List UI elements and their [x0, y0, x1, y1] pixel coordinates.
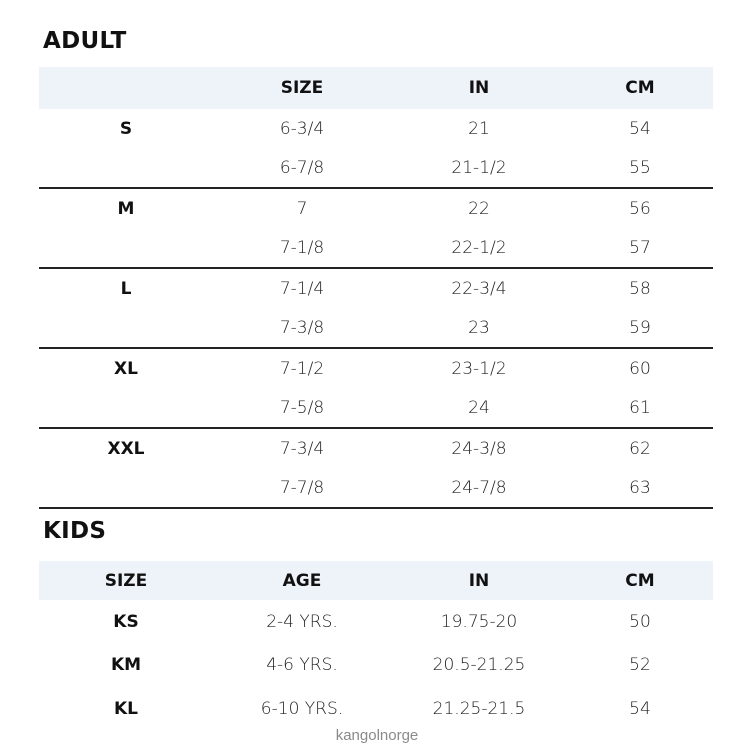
table-row	[39, 388, 713, 427]
table-cell: 23-1/2	[451, 358, 507, 379]
size-group	[39, 109, 713, 189]
size-group	[39, 429, 713, 509]
table-row	[39, 308, 713, 347]
table-cell: 4-6 YRS.	[266, 655, 338, 676]
table-cell: 23	[468, 317, 490, 338]
table-cell: 7-1/4	[279, 278, 325, 299]
header-cell: IN	[468, 78, 490, 98]
size-label: KS	[113, 611, 139, 632]
header-cell: CM	[625, 570, 655, 591]
table-row	[39, 189, 713, 228]
table-cell: 58	[629, 278, 651, 299]
size-group	[39, 269, 713, 349]
table-cell: 56	[629, 198, 651, 219]
table-row	[39, 468, 713, 507]
size-label: XL	[114, 358, 138, 379]
table-cell: 55	[629, 157, 651, 178]
header-cell: AGE	[282, 570, 322, 591]
size-label: L	[120, 278, 132, 299]
size-label: KL	[113, 698, 138, 719]
table-cell: 20.5-21.25	[432, 655, 526, 676]
table-row	[39, 109, 713, 148]
size-group	[39, 349, 713, 429]
table-cell: 7-1/2	[279, 358, 325, 379]
size-label: S	[119, 118, 133, 139]
table-row	[39, 687, 713, 731]
table-cell: 7	[296, 198, 308, 219]
header-cell: CM	[625, 78, 655, 98]
table-cell: 50	[629, 611, 651, 632]
table-row	[39, 429, 713, 468]
kids-header-row	[39, 561, 713, 600]
table-cell: 21.25-21.5	[432, 698, 526, 719]
table-cell: 54	[629, 698, 651, 719]
table-cell: 22-1/2	[451, 237, 507, 258]
size-label: XXL	[107, 438, 145, 459]
table-cell: 54	[629, 118, 651, 139]
table-cell: 6-7/8	[279, 157, 325, 178]
table-row	[39, 349, 713, 388]
table-row	[39, 644, 713, 688]
adult-title: ADULT	[43, 28, 127, 54]
header-cell: IN	[468, 570, 490, 591]
table-cell: 7-7/8	[279, 477, 325, 498]
table-cell: 7-1/8	[279, 237, 325, 258]
table-cell: 63	[629, 477, 651, 498]
table-cell: 60	[629, 358, 651, 379]
table-cell: 61	[629, 397, 651, 418]
table-cell: 57	[629, 237, 651, 258]
size-label: KM	[110, 655, 142, 676]
table-cell: 19.75-20	[440, 611, 518, 632]
header-cell: SIZE	[280, 78, 324, 98]
table-cell: 21	[468, 118, 490, 139]
table-cell: 24-7/8	[451, 477, 507, 498]
table-cell: 7-3/8	[279, 317, 325, 338]
table-cell: 59	[629, 317, 651, 338]
table-cell: 6-3/4	[279, 118, 325, 139]
table-cell: 21-1/2	[451, 157, 507, 178]
table-cell: 6-10 YRS.	[260, 698, 344, 719]
kids-size-table	[39, 561, 713, 731]
table-cell: 7-5/8	[279, 397, 325, 418]
adult-header-row	[39, 67, 713, 109]
table-cell: 7-3/4	[279, 438, 325, 459]
header-cell: SIZE	[104, 570, 148, 591]
table-cell: 62	[629, 438, 651, 459]
table-row	[39, 148, 713, 187]
size-label: M	[117, 198, 135, 219]
table-row	[39, 228, 713, 267]
table-cell: 22-3/4	[451, 278, 507, 299]
table-cell: 52	[629, 655, 651, 676]
table-cell: 22	[468, 198, 490, 219]
table-cell: 24	[468, 397, 490, 418]
table-cell: 2-4 YRS.	[266, 611, 338, 632]
table-row	[39, 600, 713, 644]
adult-size-table	[39, 67, 713, 509]
table-row	[39, 269, 713, 308]
table-cell: 24-3/8	[451, 438, 507, 459]
size-group	[39, 189, 713, 269]
watermark: kangolnorge	[335, 727, 419, 744]
kids-title: KIDS	[43, 518, 107, 544]
